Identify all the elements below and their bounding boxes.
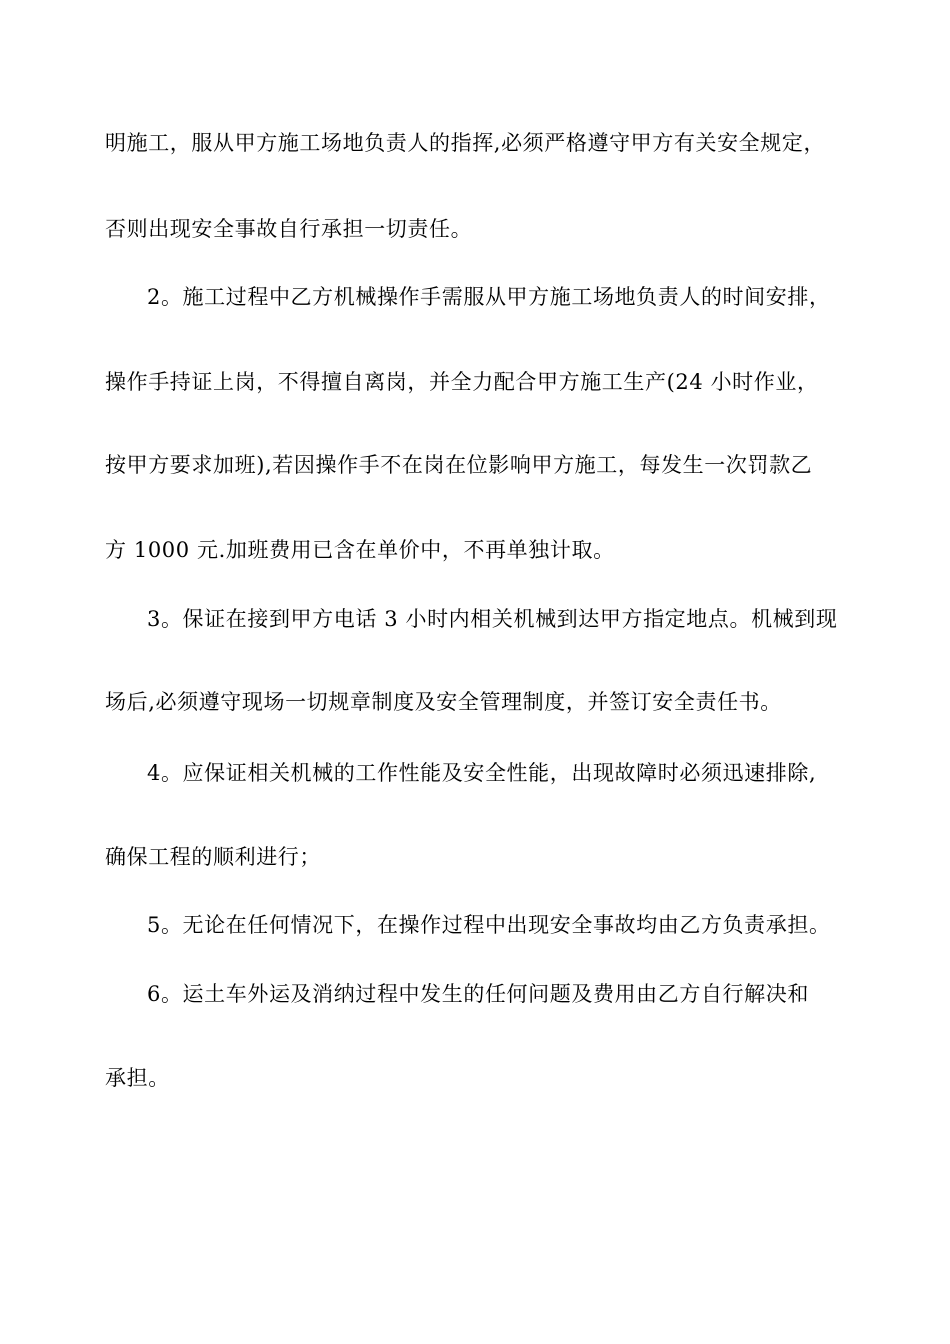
text-line: 场后,必须遵守现场一切规章制度及安全管理制度，并签订安全责任书。 (105, 690, 782, 714)
text-line: 方 1000 元.加班费用已含在单价中，不再单独计取。 (105, 538, 615, 562)
text-line: 否则出现安全事故自行承担一切责任。 (105, 217, 473, 241)
text-line: 承担。 (105, 1066, 170, 1090)
text-line: 操作手持证上岗，不得擅自离岗，并全力配合甲方施工生产(24 小时作业， (105, 370, 819, 394)
paragraph-4-start: 4。应保证相关机械的工作性能及安全性能，出现故障时必须迅速排除, (147, 761, 817, 785)
paragraph-3-start: 3。保证在接到甲方电话 3 小时内相关机械到达甲方指定地点。机械到现 (147, 607, 838, 631)
text-line: 确保工程的顺利进行； (105, 845, 321, 869)
text-line: 明施工，服从甲方施工场地负责人的指挥,必须严格遵守甲方有关安全规定， (105, 131, 826, 155)
paragraph-5: 5。无论在任何情况下，在操作过程中出现安全事故均由乙方负责承担。 (147, 913, 831, 937)
paragraph-2-start: 2。施工过程中乙方机械操作手需服从甲方施工场地负责人的时间安排， (147, 285, 831, 309)
text-line: 按甲方要求加班),若因操作手不在岗在位影响甲方施工，每发生一次罚款乙 (105, 453, 813, 477)
paragraph-6-start: 6。运土车外运及消纳过程中发生的任何问题及费用由乙方自行解决和 (147, 982, 809, 1006)
